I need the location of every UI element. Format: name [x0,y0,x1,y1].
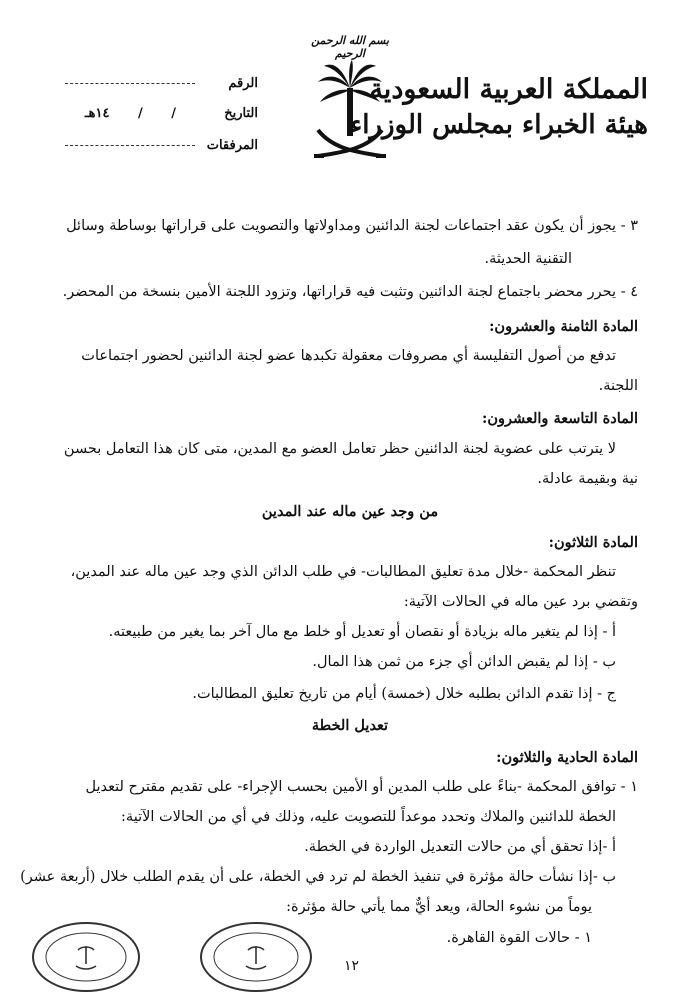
article-29-line-2: نية وبقيمة عادلة. [537,471,638,487]
section-heading-own-property: من وجد عين ماله عند المدين [261,503,439,520]
basmala: بسم الله الرحمن الرحيم [311,34,389,60]
article-28-heading: المادة الثامنة والعشرون: [489,318,638,335]
kingdom-title: المملكة العربية السعودية [369,74,648,105]
section-heading-plan-amendment: تعديل الخطة [311,717,389,734]
article-31-item-b-line-1: ب -إذا نشأت حالة مؤثرة في تنفيذ الخطة لم ترد في الخطة، على أن يقدم الطلب خلال (أربعة عشر) [20,869,616,885]
seal-right-stamp [200,922,312,992]
article-30-item-a: أ - إذا لم يتغير ماله بزيادة أو نقصان أو تعديل أو خلط مع مال آخر بما يغير من طبيعته. [108,624,616,640]
article-30-item-b: ب - إذا لم يقبض الدائن أي جزء من ثمن هذا المال. [312,654,616,670]
clause-3-line-2: التقنية الحديثة. [484,251,572,267]
clause-3-line-1: ٣ - يجوز أن يكون عقد اجتماعات لجنة الدائنين ومداولاتها والتصويت على قراراتها بوساطة وسائل [66,218,638,234]
article-31-clause-1-line-1: ١ - توافق المحكمة -بناءً على طلب المدين أو الأمين بحسب الإجراء- على تقديم مقترح لتعديل [85,779,638,795]
clause-4-line: ٤ - يحرر محضر باجتماع لجنة الدائنين وتثبت فيه قراراتها، وتزود اللجنة الأمين بنسخة من المحضر. [62,284,638,300]
attachments-line [65,145,195,146]
ref-label: الرقم [228,76,258,91]
ref-line [65,83,195,84]
article-30-item-c: ج - إذا تقدم الدائن بطلبه خلال (خمسة) أيام من تاريخ تعليق المطالبات. [192,686,616,702]
seal-left-stamp [32,922,140,992]
article-31-heading: المادة الحادية والثلاثون: [496,749,638,766]
date-label: التاريخ [224,106,258,121]
article-30-line-2: وتقضي برد عين ماله في الحالات الآتية: [403,594,638,610]
page-number: ١٢ [344,958,360,974]
attachments-field [48,138,258,153]
article-31-sub-item-1: ١ - حالات القوة القاهرة. [446,930,592,946]
article-29-line-1: لا يترتب على عضوية لجنة الدائنين حظر تعامل العضو مع المدين، متى كان هذا التعامل بحسن [63,441,616,457]
article-30-line-1: تنظر المحكمة -خلال مدة تعليق المطالبات- في طلب الدائن الذي وجد عين ماله عند المدين، [70,564,616,580]
article-30-heading: المادة الثلاثون: [548,534,638,551]
authority-title: هيئة الخبراء بمجلس الوزراء [349,110,648,140]
article-28-line-1: تدفع من أصول التفليسة أي مصروفات معقولة تكبدها عضو لجنة الدائنين لحضور اجتماعات [81,348,616,364]
ref-field [48,76,258,91]
article-28-line-2: اللجنة. [598,378,638,394]
article-29-heading: المادة التاسعة والعشرون: [482,410,638,427]
article-31-item-a: أ -إذا تحقق أي من حالات التعديل الواردة في الخطة. [304,839,616,855]
attachments-label: المرفقات [206,138,258,153]
article-31-item-b-line-2: يوماً من نشوء الحالة، ويعد أيٌّ مما يأتي حالة مؤثرة: [286,899,592,915]
article-31-clause-1-line-2: الخطة للدائنين والملاك وتحدد موعداً للتصويت عليه، وذلك في أي من الحالات الآتية: [121,809,616,825]
date-field [48,106,258,121]
date-value: / / ١٤هـ [84,106,177,121]
